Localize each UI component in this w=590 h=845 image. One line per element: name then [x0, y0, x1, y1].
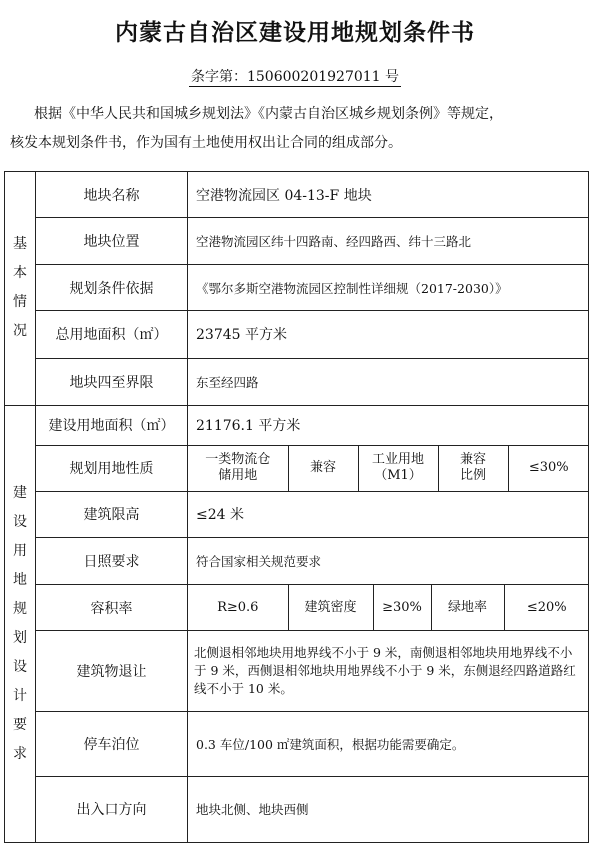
intro-line-1: 根据《中华人民共和国城乡规划法》《内蒙古自治区城乡规划条例》等规定， [34, 106, 503, 122]
section-char: 设 [13, 658, 27, 675]
land-use-primary-line2: 储用地 [218, 468, 258, 484]
label-total-area: 总用地面积（㎡） [36, 311, 188, 358]
land-use-cell [188, 445, 589, 491]
label-construction-area: 建设用地面积（㎡） [36, 405, 188, 445]
table-row [5, 172, 589, 218]
section-char: 地 [13, 571, 27, 588]
label-setback: 建筑物退让 [36, 631, 188, 712]
land-use-industrial-line2: （M1） [374, 468, 422, 484]
value-entrance: 地块北侧、地块西侧 [188, 776, 589, 842]
value-parcel-name: 空港物流园区 04-13-F 地块 [188, 172, 589, 218]
green-ratio-label: 绿地率 [431, 585, 504, 630]
document-title: 内蒙古自治区建设用地规划条件书 [115, 19, 475, 46]
section-char: 本 [13, 265, 27, 282]
far-cell [188, 585, 589, 631]
value-planning-basis: 《鄂尔多斯空港物流园区控制性详细规（2017-2030）》 [188, 265, 589, 311]
section-char: 情 [13, 294, 27, 311]
value-setback: 北侧退相邻地块用地界线不小于 9 米，南侧退相邻地块用地界线不小于 9 米，西侧退相邻地块用地界线不小于 9 米，东侧退经四路道路红线不小于 10 米。 [188, 631, 589, 712]
table-row [5, 491, 589, 537]
label-boundaries: 地块四至界限 [36, 358, 188, 405]
section-char: 要 [13, 716, 27, 733]
table-row [5, 631, 589, 712]
green-ratio-value: ≤20% [504, 585, 589, 630]
land-use-compat-label: 兼容 [288, 446, 358, 491]
table-row [5, 537, 589, 584]
land-use-ratio-value: ≤30% [508, 446, 589, 491]
section-char: 规 [13, 600, 27, 617]
value-height-limit: ≤24 米 [188, 491, 589, 537]
table-row [5, 585, 589, 631]
section-char: 计 [13, 687, 27, 704]
land-use-ratio-label [438, 446, 508, 491]
land-use-primary-line1: 一类物流仓 [205, 452, 271, 468]
land-use-ratio-line1: 兼容 [459, 452, 486, 468]
density-value: ≥30% [373, 585, 431, 630]
land-use-industrial [358, 446, 438, 491]
table-row [5, 358, 589, 405]
table-row [5, 311, 589, 358]
table-row [5, 405, 589, 445]
label-parcel-location: 地块位置 [36, 218, 188, 265]
value-construction-area: 21176.1 平方米 [188, 405, 589, 445]
intro-line-2: 核发本规划条件书，作为国有土地使用权出让合同的组成部分。 [10, 135, 402, 151]
value-parking: 0.3 车位/100 ㎡建筑面积，根据功能需要确定。 [188, 712, 589, 776]
value-sunlight: 符合国家相关规范要求 [188, 537, 589, 584]
value-boundaries: 东至经四路 [188, 358, 589, 405]
label-parking: 停车泊位 [36, 712, 188, 776]
label-land-use: 规划用地性质 [36, 445, 188, 491]
section-char: 划 [13, 629, 27, 646]
land-use-subtable [188, 446, 589, 491]
section-char: 基 [13, 236, 27, 253]
far-value: R≥0.6 [217, 599, 259, 615]
land-use-primary [188, 446, 288, 491]
table-row [5, 712, 589, 776]
value-total-area: 23745 平方米 [188, 311, 589, 358]
section-basic-info [5, 172, 36, 406]
label-parcel-name: 地块名称 [36, 172, 188, 218]
far-subtable [188, 585, 589, 630]
table-row [5, 218, 589, 265]
label-sunlight: 日照要求 [36, 537, 188, 584]
table-row [5, 265, 589, 311]
section-char: 用 [13, 542, 27, 559]
section-design-requirements [5, 405, 36, 842]
label-height-limit: 建筑限高 [36, 491, 188, 537]
section-char: 设 [13, 513, 27, 530]
section-char: 况 [13, 323, 27, 340]
intro-paragraph [10, 100, 580, 158]
value-parcel-location: 空港物流园区纬十四路南、经四路西、纬十三路北 [188, 218, 589, 265]
label-planning-basis: 规划条件依据 [36, 265, 188, 311]
land-use-industrial-line1: 工业用地 [371, 452, 424, 468]
document-number [0, 66, 590, 86]
label-entrance: 出入口方向 [36, 776, 188, 842]
table-row [5, 776, 589, 842]
table-row [5, 445, 589, 491]
document-number-text: 条字第：150600201927011 号 [190, 69, 400, 85]
conditions-table [4, 171, 589, 843]
land-use-ratio-line2: 比例 [459, 468, 486, 484]
density-label: 建筑密度 [288, 585, 373, 630]
section-char: 求 [13, 745, 27, 762]
label-far: 容积率 [36, 585, 188, 631]
section-char: 建 [13, 484, 27, 501]
